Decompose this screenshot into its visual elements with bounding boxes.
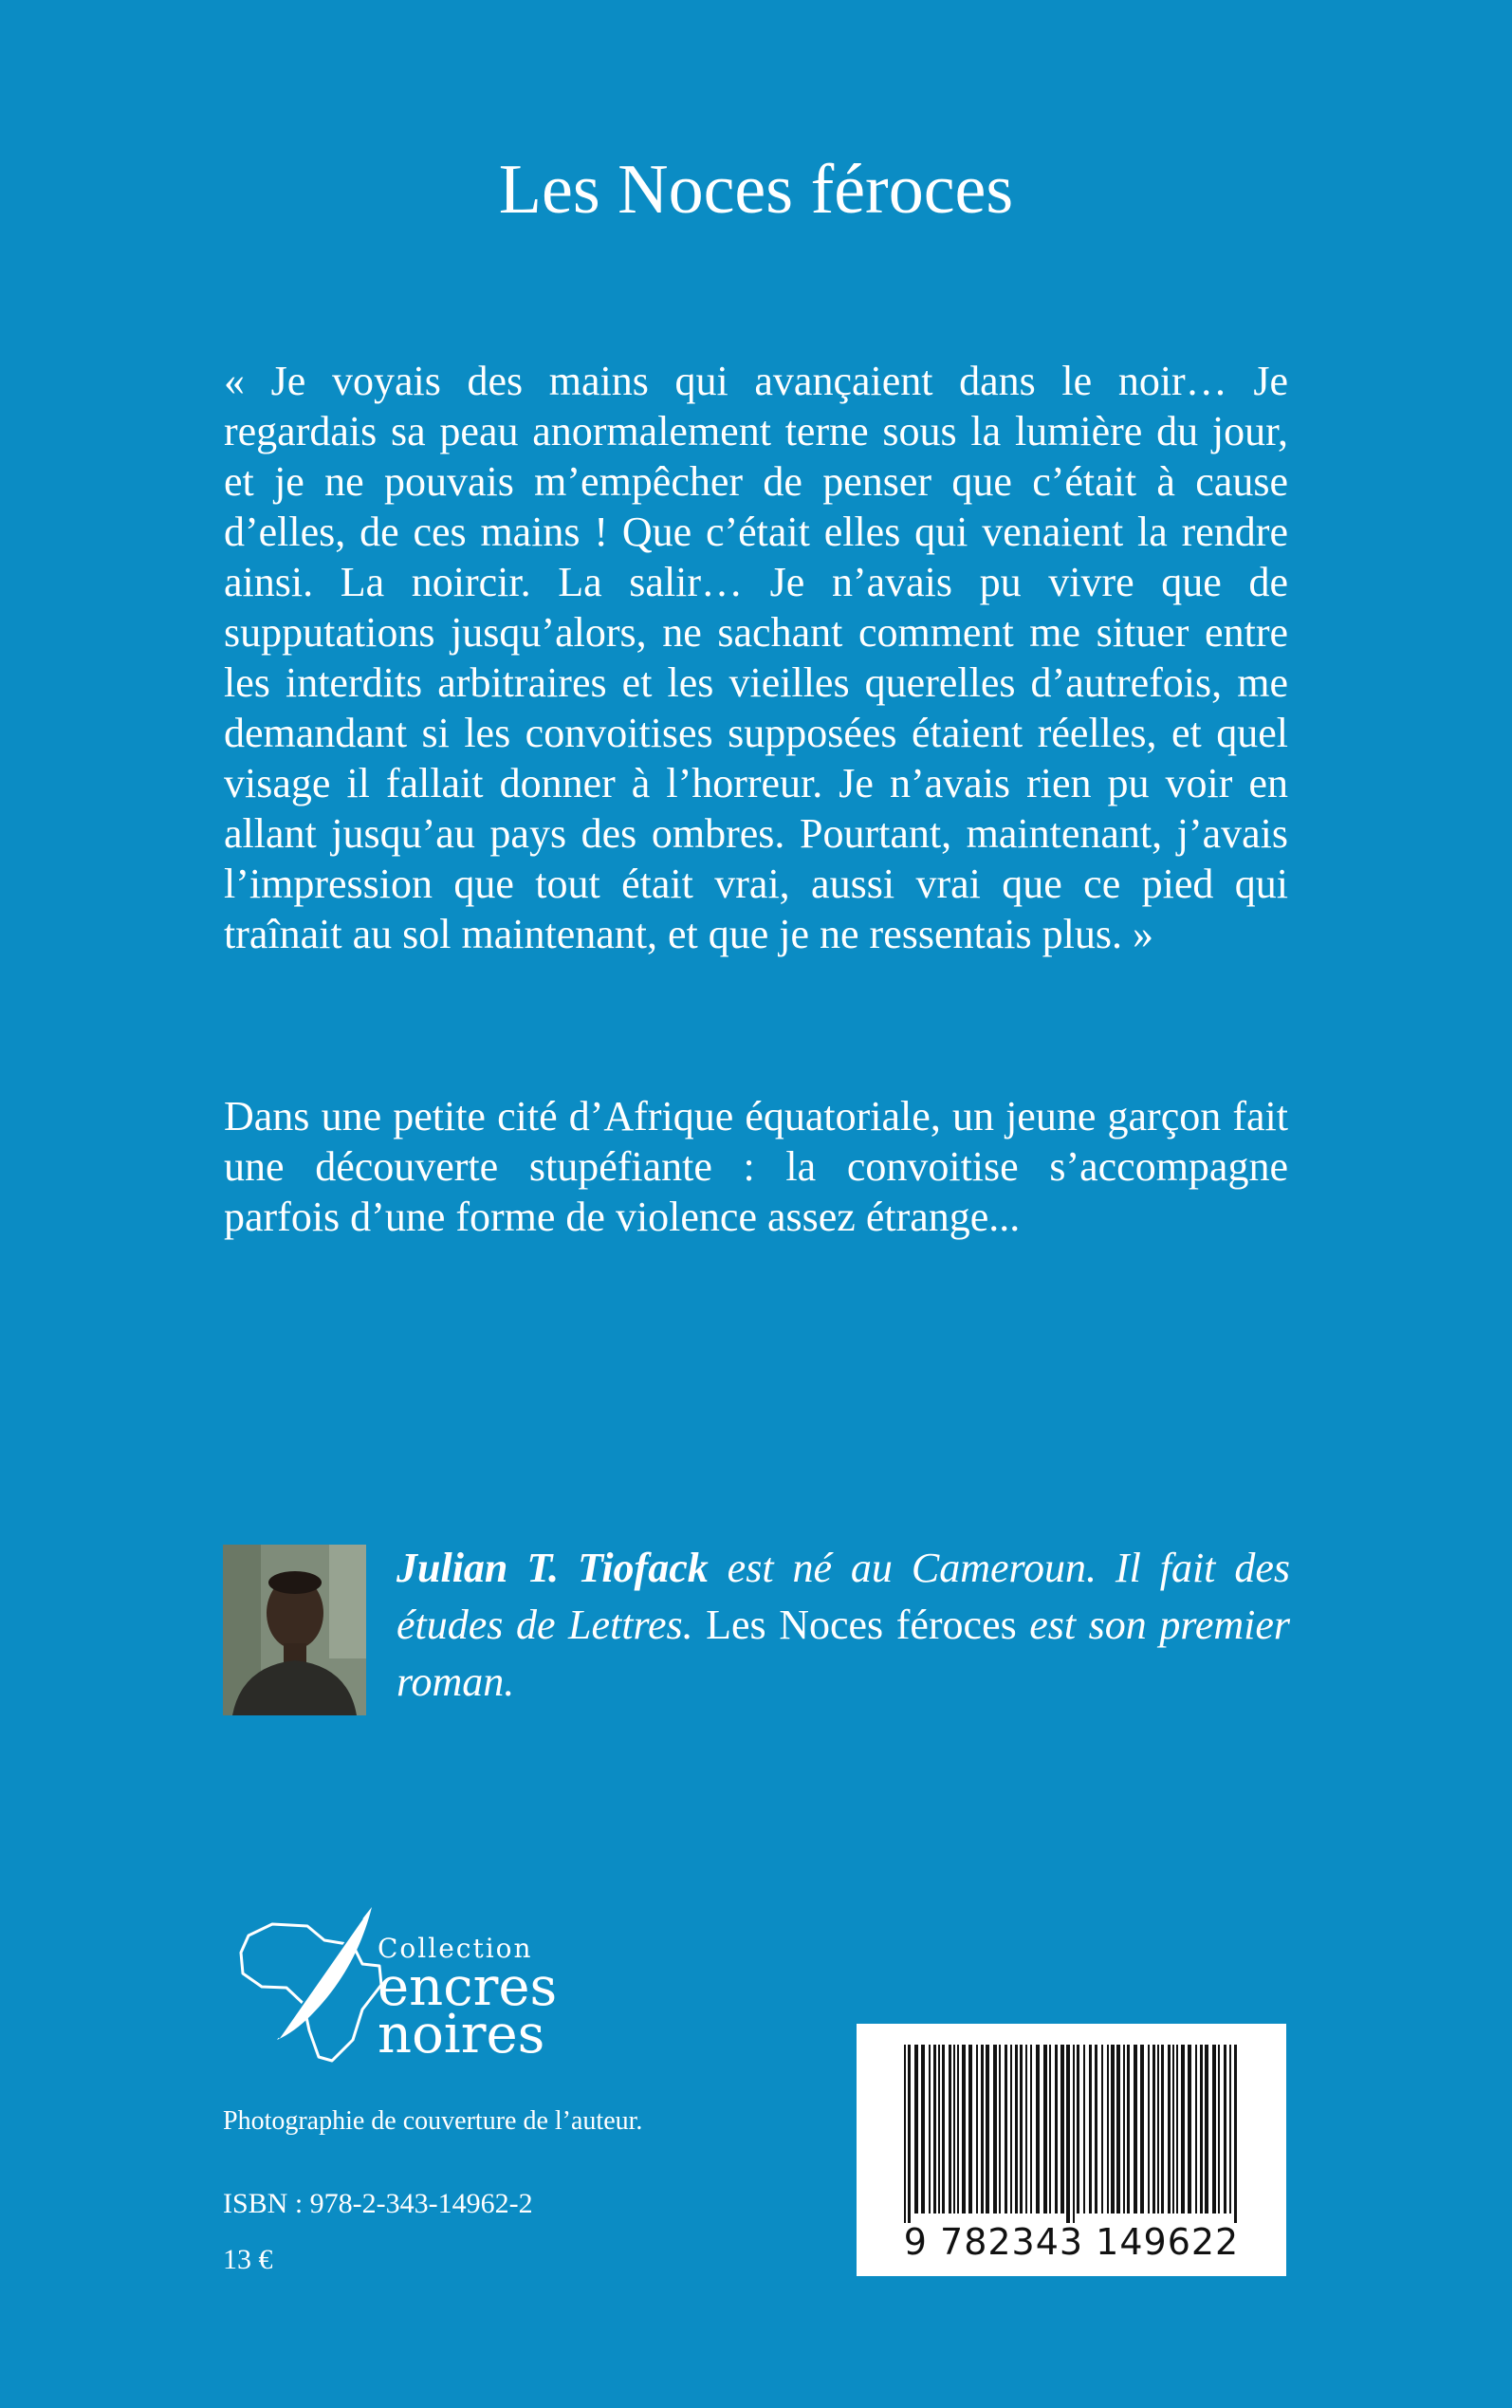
excerpt-quote: « Je voyais des mains qui avançaient dans le noir… Je regardais sa peau anormalement terne sous la lumière du jour, et je ne pouvais m’empêcher de penser que c’était à cause d’elles, de ces mains ! Que c’était elles qui venaient la rendre ainsi. La noircir. La salir… Je n’avais pu vivre que de supputations jusqu’alors, ne sachant comment me situer entre les interdits arbitraires et les vieilles querelles d’autrefois, me demandant si les convoitises supposées étaient réelles, et quel visage il fallait donner à l’horreur. Je n’avais rien pu voir en allant jusqu’au pays des ombres. Pourtant, maintenant, j’avais l’impression que tout était vrai, aussi vrai que ce pied qui traînait au sol maintenant, et que je ne ressentais plus. » [224,358,1288,957]
book-title: Les Noces féroces [498,151,1014,229]
barcode-bar [1200,2045,1203,2214]
barcode-bar [1089,2045,1092,2214]
barcode-bar [993,2045,997,2214]
collection-name-line1: encres [378,1956,558,2018]
barcode-bar [1234,2045,1237,2223]
barcode-bar [1123,2045,1125,2214]
barcode-bar [1127,2045,1130,2214]
barcode-bar [962,2045,966,2214]
barcode-bar [986,2045,989,2214]
barcode-bar [1020,2045,1023,2214]
barcode-bar [1172,2045,1174,2214]
barcode-bar [1188,2045,1191,2214]
barcode-bar [1107,2045,1109,2214]
collection-name-line2: noires [378,2004,545,2065]
barcode-bar [953,2045,955,2214]
barcode-bar [1066,2045,1070,2223]
author-name: Julian T. Tiofack [396,1545,709,1591]
barcode-bar [1025,2045,1027,2214]
barcode-bar [1181,2045,1185,2214]
barcode-bar [1161,2045,1164,2214]
barcode-bar [921,2045,925,2214]
barcode-bar [1134,2045,1137,2214]
barcode-bar [1101,2045,1103,2214]
author-book-title: Les Noces féroces [692,1602,1017,1648]
barcode-bar [1148,2045,1150,2214]
barcode-bar [908,2045,911,2223]
barcode-bar [1010,2045,1012,2214]
author-photo [223,1545,366,1715]
barcode-bar [999,2045,1001,2214]
barcode-bar [1140,2045,1144,2214]
isbn: ISBN : 978-2-343-14962-2 [223,2188,533,2219]
barcode-bar [968,2045,972,2214]
book-summary: Dans une petite cité d’Afrique équatoriale, un jeune garçon fait une découverte stupéfiante : la convoitise s’accompagne parfois d’une forme de violence assez étrange... [224,1093,1288,1240]
collection-logo-text [378,1933,558,2065]
barcode-bar [938,2045,940,2214]
barcode-bar [1060,2045,1064,2214]
barcode-bar [1043,2045,1047,2214]
barcode-digits: 9 782343 149622 [903,2221,1240,2263]
barcode [857,2024,1286,2276]
barcode-bar [1229,2045,1231,2214]
barcode-bar [1157,2045,1159,2214]
barcode-bar [1176,2045,1178,2214]
barcode-bar [1055,2045,1058,2214]
barcode-bar [904,2045,906,2223]
collection-label: Collection [378,1933,533,1964]
price: 13 € [223,2244,273,2275]
author-bio [396,1540,1290,1711]
barcode-bar [1195,2045,1197,2214]
barcode-bar [1218,2045,1220,2214]
barcode-bar [933,2045,936,2214]
author-bio-part2: est son premier roman. [396,1602,1290,1705]
barcode-bar [1073,2045,1075,2223]
barcode-bar [1224,2045,1226,2214]
photo-credit: Photographie de couverture de l’auteur. [223,2106,643,2136]
barcode-bar [914,2045,918,2214]
barcode-bar [981,2045,984,2214]
barcode-bar [1083,2045,1085,2214]
barcode-bar [1049,2045,1051,2214]
barcode-bar [1168,2045,1171,2214]
barcode-bar [1116,2045,1120,2214]
barcode-bar [957,2045,959,2214]
barcode-bar [1111,2045,1115,2214]
barcode-bar [1095,2045,1097,2214]
author-portrait-image [223,1545,366,1715]
barcode-bar [942,2045,945,2214]
barcode-bar [1005,2045,1007,2214]
barcode-bar [1205,2045,1208,2214]
barcode-bar [976,2045,978,2214]
barcode-bar [1077,2045,1079,2214]
barcode-bar [1036,2045,1040,2214]
barcode-bar [1015,2045,1018,2214]
barcode-bar [1030,2045,1032,2214]
barcode-bar [1212,2045,1216,2214]
barcode-bars [857,2024,1286,2223]
barcode-bar [1152,2045,1155,2214]
barcode-bar [929,2045,931,2214]
barcode-bar [949,2045,951,2214]
author-bio-part1: est né au Cameroun. Il fait des études de Lettres. [396,1545,1290,1648]
